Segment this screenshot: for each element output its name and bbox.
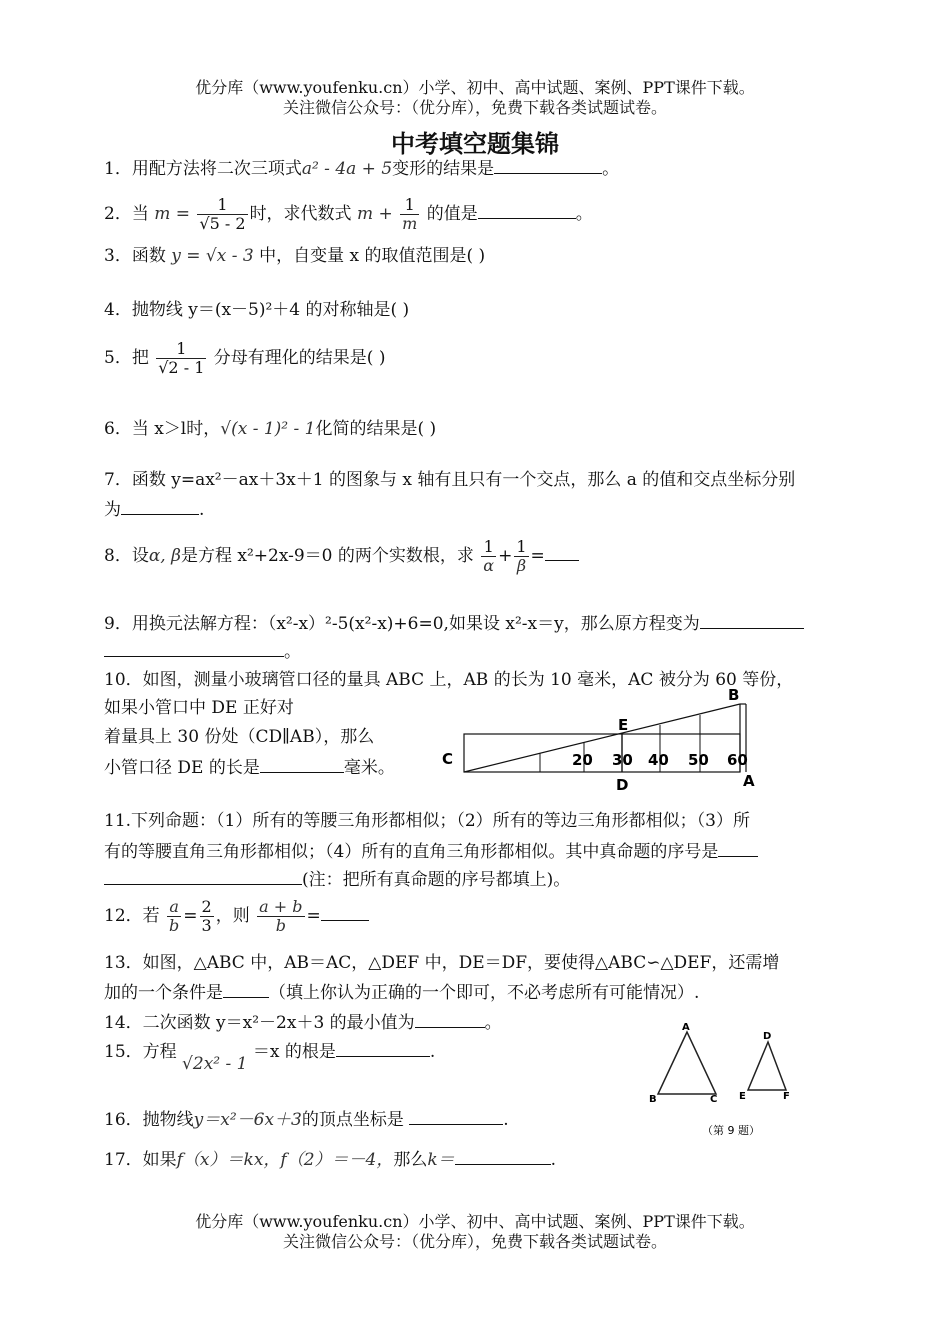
q3-expression: y = √x - 3 <box>171 246 254 266</box>
question-16: 16．抛物线y＝x²－6x＋3的顶点坐标是 . <box>104 1110 509 1130</box>
q2-answer-blank[interactable] <box>478 202 576 219</box>
q10-answer-blank[interactable] <box>260 756 344 773</box>
q2-fraction: $\frac{1}{√5 - 2}$ <box>199 195 246 233</box>
svg-text:（第 9 题）: （第 9 题） <box>702 1124 760 1137</box>
svg-text:40: 40 <box>648 751 669 769</box>
question-12: 12．若 $\frac{a}{b}$ = $\frac{2}{3}$ ，则 $\frac{a + b}{b}$ = <box>104 898 850 935</box>
page-title: 中考填空题集锦 <box>391 130 559 158</box>
q5-fraction: $\frac{1}{√2 - 1}$ <box>158 339 205 377</box>
q10-measuring-figure <box>436 686 766 798</box>
question-17: 17．如果f（x）＝kx，f（2）＝－4，那么k＝ . <box>104 1150 557 1170</box>
question-13-line-1: 13．如图，△ABC 中，AB＝AC，△DEF 中，DE＝DF，要使得△ABC∽△DEF，还需增 <box>104 953 780 973</box>
question-15: 15．方程 √2x² - 1 ＝x 的根是 . <box>104 1042 436 1074</box>
q16-answer-blank[interactable] <box>409 1108 503 1125</box>
q9-answer-blank-cont[interactable] <box>104 640 284 657</box>
question-3: 3．函数 y = √x - 3 中，自变量 x 的取值范围是( ) <box>104 246 486 266</box>
q1-answer-blank[interactable] <box>494 157 602 174</box>
q17-answer-blank[interactable] <box>455 1148 551 1165</box>
question-14: 14．二次函数 y＝x²－2x＋3 的最小值为 。 <box>104 1013 502 1033</box>
q2-fraction-2: $\frac{1}{m}$ <box>402 195 418 233</box>
header-line-1: 优分库（www.youfenku.cn）小学、初中、高中试题、案例、PPT课件下载。 <box>195 78 755 97</box>
question-7-line-1: 7．函数 y=ax²－ax＋3x＋1 的图象与 x 轴有且只有一个交点，那么 a 的值和交点坐标分别 <box>104 470 796 490</box>
question-6: 6．当 x＞l时，√(x - 1)² - 1化简的结果是( ) <box>104 419 437 439</box>
question-9-line-1: 9．用换元法解方程：（x²-x）²-5(x²-x)+6=0,如果设 x²-x＝y，那么原方程变为 <box>104 612 850 634</box>
q14-answer-blank[interactable] <box>415 1011 485 1028</box>
q8-answer-blank[interactable] <box>545 544 579 561</box>
question-5: 5．把 $\frac{1}{√2 - 1}$ 分母有理化的结果是( ) <box>104 339 386 377</box>
svg-text:C: C <box>710 1094 718 1105</box>
footer-line-2: 关注微信公众号：（优分库），免费下载各类试题试卷。 <box>282 1232 667 1251</box>
question-10-line-2: 如果小管口中 DE 正好对 <box>104 698 294 718</box>
q11-answer-blank[interactable] <box>718 840 758 857</box>
question-11-line-3: (注：把所有真命题的序号都填上)。 <box>104 868 850 890</box>
q13-triangles-figure <box>640 1018 810 1144</box>
svg-text:F: F <box>783 1091 790 1102</box>
svg-text:D: D <box>616 776 629 794</box>
question-13-line-2: 加的一个条件是 （填上你认为正确的一个即可，不必考虑所有可能情况）. <box>104 983 700 1003</box>
q7-answer-blank[interactable] <box>121 498 199 515</box>
header-line-2: 关注微信公众号：（优分库），免费下载各类试题试卷。 <box>282 98 667 117</box>
q6-expression: √(x - 1)² - 1 <box>220 419 316 439</box>
question-9-line-2: 。 <box>104 640 850 662</box>
q11-answer-blank-cont[interactable] <box>104 868 302 885</box>
svg-text:60: 60 <box>727 751 748 769</box>
q15-answer-blank[interactable] <box>336 1040 430 1057</box>
footer-line-1: 优分库（www.youfenku.cn）小学、初中、高中试题、案例、PPT课件下载。 <box>195 1212 755 1231</box>
question-10-line-4: 小管口径 DE 的长是 毫米。 <box>104 758 395 778</box>
question-11-line-1: 11.下列命题：（1）所有的等腰三角形都相似；（2）所有的等边三角形都相似；（3）所 <box>104 811 750 831</box>
svg-text:E: E <box>739 1091 746 1102</box>
svg-text:A: A <box>743 772 755 790</box>
svg-text:50: 50 <box>688 751 709 769</box>
svg-text:E: E <box>618 716 629 734</box>
q9-answer-blank[interactable] <box>700 612 804 629</box>
q13-answer-blank[interactable] <box>223 981 269 998</box>
triangle-def <box>748 1042 786 1090</box>
svg-text:B: B <box>649 1094 657 1105</box>
svg-text:A: A <box>682 1022 690 1033</box>
svg-text:B: B <box>728 686 740 704</box>
question-10-line-3: 着量具上 30 份处（CD∥AB），那么 <box>104 727 375 747</box>
question-7-line-2: 为 . <box>104 500 205 520</box>
question-2: 2．当 m = $\frac{1}{√5 - 2}$ 时，求代数式 m + $\frac{1}{m}$ 的值是 。 <box>104 195 593 233</box>
svg-text:D: D <box>763 1031 772 1042</box>
q15-expression: √2x² - 1 <box>182 1054 248 1074</box>
q12-answer-blank[interactable] <box>321 904 369 921</box>
svg-text:30: 30 <box>612 751 633 769</box>
question-10-line-1: 10．如图，测量小玻璃管口径的量具 ABC 上，AB 的长为 10 毫米，AC 被分为 60 等份， <box>104 670 794 690</box>
question-1: 1．用配方法将二次三项式a² - 4a + 5变形的结果是 。 <box>104 159 620 179</box>
question-11-line-2: 有的等腰直角三角形都相似；（4）所有的直角三角形都相似。其中真命题的序号是 <box>104 840 850 862</box>
svg-text:C: C <box>442 750 454 768</box>
question-8: 8．设α, β是方程 x²+2x-9＝0 的两个实数根，求 $\frac{1}{\alpha}$ + $\frac{1}{\beta}$ = <box>104 538 850 575</box>
triangle-abc <box>658 1032 716 1094</box>
q1-expression: a² - 4a + 5 <box>301 159 393 179</box>
question-4: 4．抛物线 y＝(x－5)²＋4 的对称轴是( ) <box>104 300 410 320</box>
svg-text:20: 20 <box>572 751 593 769</box>
